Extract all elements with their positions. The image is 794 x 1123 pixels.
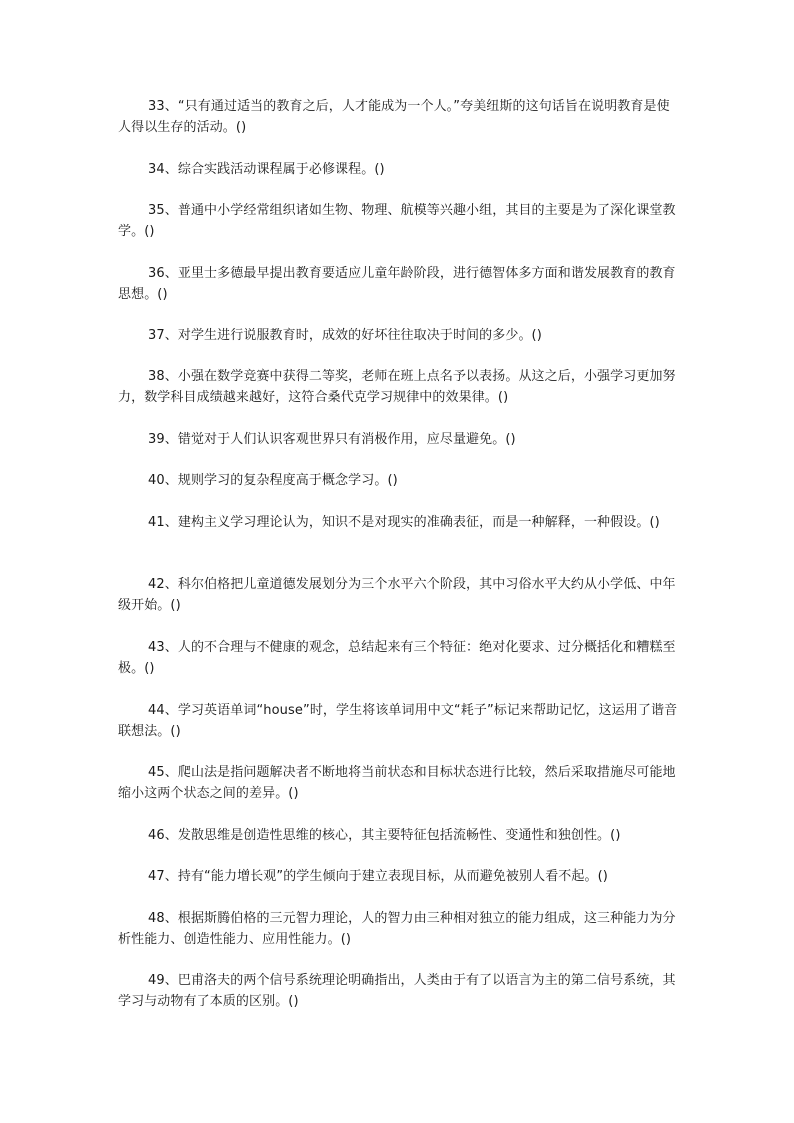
question-40: 40、规则学习的复杂程度高于概念学习。() — [148, 473, 398, 488]
question-45: 45、爬山法是指问题解决者不断地将当前状态和目标状态进行比较，然后采取措施尽可能地缩小这两个状态之间的差异。() — [118, 765, 676, 801]
question-42: 42、科尔伯格把儿童道德发展划分为三个水平六个阶段，其中习俗水平大约从小学低、中年级开始。() — [118, 577, 676, 613]
question-33: 33、“只有通过适当的教育之后，人才能成为一个人。”夸美纽斯的这句话旨在说明教育是使人得以生存的活动。() — [118, 99, 670, 135]
question-39: 39、错觉对于人们认识客观世界只有消极作用，应尽量避免。() — [148, 432, 516, 447]
question-41: 41、建构主义学习理论认为，知识不是对现实的准确表征，而是一种解释，一种假设。() — [148, 515, 660, 530]
question-47: 47、持有“能力增长观”的学生倾向于建立表现目标，从而避免被别人看不起。() — [148, 869, 608, 884]
question-38: 38、小强在数学竞赛中获得二等奖，老师在班上点名予以表扬。从这之后，小强学习更加努力，数学科目成绩越来越好，这符合桑代克学习规律中的效果律。() — [118, 369, 676, 405]
question-36: 36、亚里士多德最早提出教育要适应儿童年龄阶段，进行德智体多方面和谐发展教育的教育思想。() — [118, 266, 676, 302]
question-34: 34、综合实践活动课程属于必修课程。() — [148, 162, 385, 177]
question-46: 46、发散思维是创造性思维的核心，其主要特征包括流畅性、变通性和独创性。() — [148, 828, 621, 843]
question-37: 37、对学生进行说服教育时，成效的好坏往往取决于时间的多少。() — [148, 328, 542, 343]
question-49: 49、巴甫洛夫的两个信号系统理论明确指出，人类由于有了以语言为主的第二信号系统，其学习与动物有了本质的区别。() — [118, 973, 676, 1009]
question-48: 48、根据斯腾伯格的三元智力理论，人的智力由三种相对独立的能力组成，这三种能力为分析性能力、创造性能力、应用性能力。() — [118, 911, 676, 947]
question-43: 43、人的不合理与不健康的观念，总结起来有三个特征：绝对化要求、过分概括化和糟糕至极。() — [118, 640, 676, 676]
question-35: 35、普通中小学经常组织诸如生物、物理、航模等兴趣小组，其目的主要是为了深化课堂教学。() — [118, 203, 676, 239]
question-44: 44、学习英语单词“house”时，学生将该单词用中文“耗子”标记来帮助记忆，这运用了谐音联想法。() — [118, 703, 678, 739]
